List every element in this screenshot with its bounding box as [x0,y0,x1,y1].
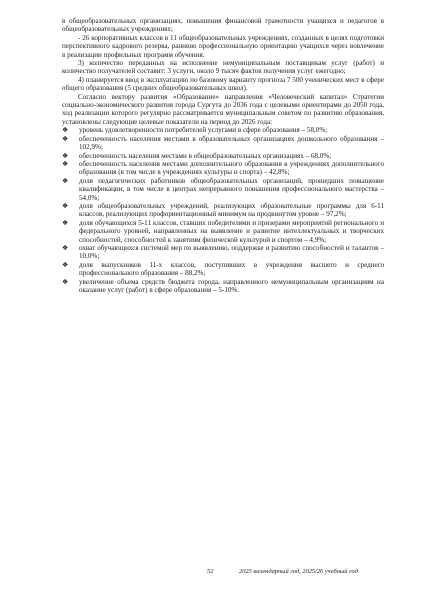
list-item-text: доля общеобразовательных учреждений, реализующих образовательные программы для 6-11 классов, реализующих профориентационный минимум на продвинутом уровне – 97,2%; [79,201,384,219]
paragraph-strategy-intro: Согласно вектору развития «Образование» направления «Человеческий капитал» Стратегии социально-экономического развития города Сургута до 2036 года с целевыми ориентирами до 2050 года, ход реализации которого регулярно рассматривается муниципальным советом по развитию образования, установлены следующие целевые показатели на период до 2026 года: [62,92,384,126]
list-item [62,152,384,160]
bullet-diamond-icon: ❖ [62,159,69,168]
list-item-text: уровень удовлетворенности потребителей услугами в сфере образования – 58,0%; [79,126,328,135]
list-item-text: доля обучающихся 5-11 классов, ставших победителями и призерами мероприятий регионального и федерального уровней, направленных на выявление и развитие интеллектуальных и творческих способностей, способностей к занятиям физической культурой и спортом – 4,9%; [79,218,384,244]
list-item [62,244,384,261]
bullet-diamond-icon: ❖ [62,218,69,227]
list-item [62,160,384,177]
list-item [62,261,384,278]
footer-text: 2025 календарный год, 2025/26 учебный год [239,568,358,575]
list-item [62,177,384,202]
list-item [62,126,384,134]
bullet-diamond-icon: ❖ [62,134,69,143]
bullet-diamond-icon: ❖ [62,176,69,185]
paragraph-student-places: 4) планируется ввод в эксплуатацию по базовому варианту прогноза 7 500 ученических мест в сфере общего образования (5 средних общеобразовательных школ). [62,75,384,93]
list-item-text: обеспеченность населения местами дополнительного образования в учреждениях дополнительного образования (в том числе в учреждениях культуры и спорта) – 42,8%; [79,159,384,177]
bullet-diamond-icon: ❖ [62,260,69,269]
list-item [62,278,384,295]
page-number: 52 [207,568,214,575]
list-item-text: доля педагогических работников общеобразовательных организаций, прошедших повышение квалификации, в том числе в центрах непрерывного повышения профессионального мастерства – 54,0%; [79,176,384,202]
paragraph-services-count: 3) количество переданных на исполнение немуниципальным поставщикам услуг (работ) и количество получателей составит: 3 услуги, около 9 тысяч фактов получения услуг ежегодно; [62,59,384,76]
list-item-text: увеличение объема средств бюджета города, направленного немуниципальным организациям на оказание услуг (работ) в сфере образования – 5-10%. [79,277,384,294]
target-indicators-list [62,126,384,294]
list-item-text: охват обучающихся системой мер по выявлению, поддержке и развитию способностей и талантов – 10,0%; [79,243,384,261]
list-item [62,202,384,219]
list-item-text: доля выпускников 11-х классов, поступивших в учреждения высшего и среднего профессионального образования – 88,2%; [79,260,384,278]
bullet-diamond-icon: ❖ [62,126,69,135]
paragraph-corporate-classes: - 26 корпоративных классов в 11 общеобразовательных учреждениях, созданных в целях подготовки перспективного кадрового резерва, раннюю профессиональную ориентацию учащихся через вовлечение в реализации профильных программ обучения. [62,33,384,59]
bullet-diamond-icon: ❖ [62,243,69,252]
bullet-diamond-icon: ❖ [62,151,69,160]
list-item [62,219,384,244]
list-item-text: обеспеченность населения местами в образовательных организациях дошкольного образования – 102,9%; [79,134,384,152]
bullet-diamond-icon: ❖ [62,277,69,286]
list-item [62,135,384,152]
bullet-diamond-icon: ❖ [62,201,69,210]
list-item-text: обеспеченность населения местами в общеобразовательных организациях – 68,0%; [79,151,332,160]
paragraph-continuation: в общеобразовательных организациях, повышения финансовой грамотности учащихся и педагогов в общеобразовательных учреждениях; [62,17,384,34]
